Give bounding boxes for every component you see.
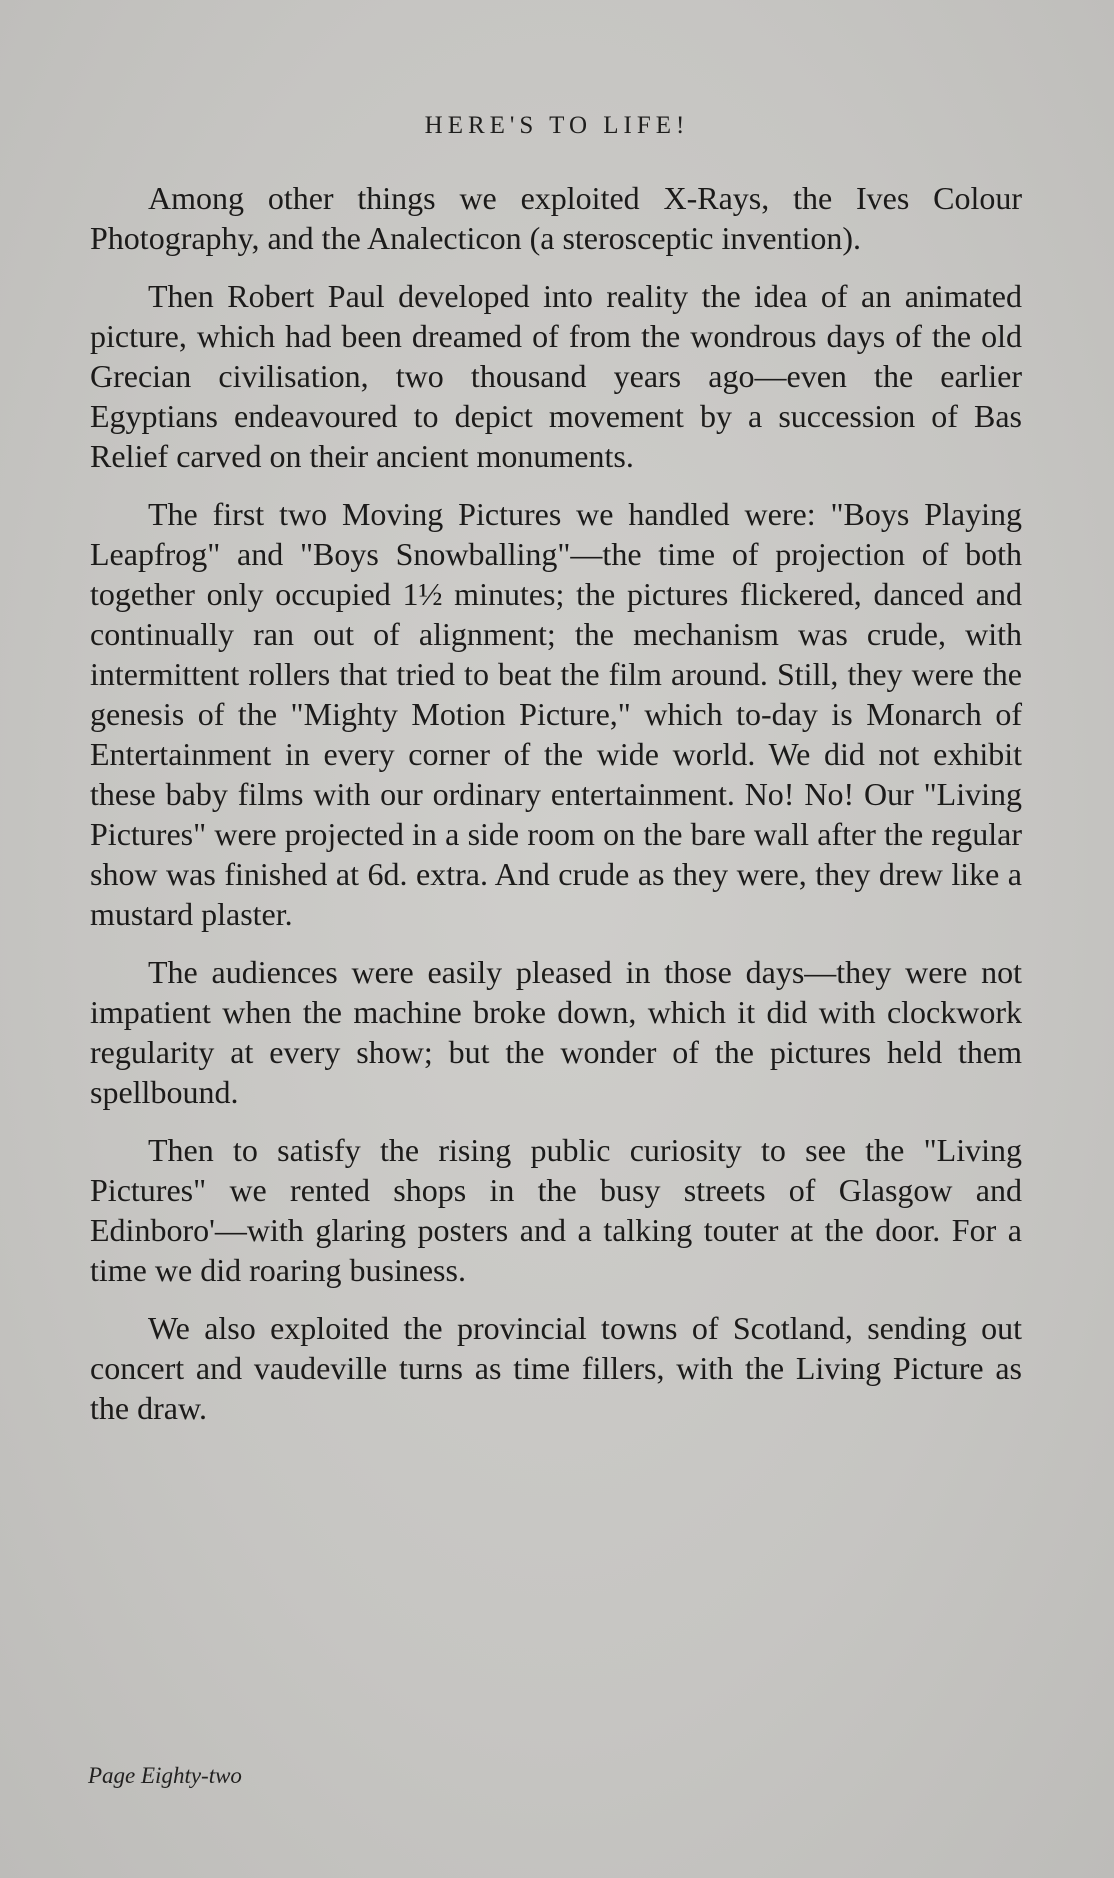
paragraph-1: Among other things we exploited X-Rays, the Ives Colour Photography, and the Analecticon (a sterosceptic invention).: [90, 180, 1022, 256]
paragraph-3: The first two Moving Pictures we handled were: "Boys Playing Leapfrog" and "Boys Snowballing"—the time of projection of both together only occupied 1½ minutes; the pictures flickered, danced and continually ran out of alignment; the mechanism was crude, with intermittent rollers that tried to beat the film around. Still, they were the genesis of the "Mighty Motion Picture," which to-day is Monarch of Entertainment in every corner of the wide world. We did not exhibit these baby films with our ordinary entertainment. No! No! Our "Living Pictures" were projected in a side room on the bare wall after the regular show was finished at 6d. extra. And crude as they were, they drew like a mustard plaster.: [90, 496, 1022, 932]
paragraph-4: The audiences were easily pleased in those days—they were not impatient when the machine broke down, which it did with clockwork regularity at every show; but the wonder of the pictures held them spellbound.: [90, 954, 1022, 1110]
running-head: HERE'S TO LIFE!: [424, 112, 690, 139]
paragraph-2: Then Robert Paul developed into reality the idea of an animated picture, which had been dreamed of from the wondrous days of the old Grecian civilisation, two thousand years ago—even the earlier Egyptians endeavoured to depict movement by a succession of Bas Relief carved on their ancient monuments.: [90, 278, 1022, 474]
body-text: [90, 178, 1022, 1446]
paragraph-5: Then to satisfy the rising public curiosity to see the "Living Pictures" we rented shops in the busy streets of Glasgow and Edinboro'—with glaring posters and a talking touter at the door. For a time we did roaring business.: [90, 1132, 1022, 1288]
paragraph-6: We also exploited the provincial towns of Scotland, sending out concert and vaudeville turns as time fillers, with the Living Picture as the draw.: [90, 1310, 1022, 1426]
page-number-footer: Page Eighty-two: [88, 1763, 242, 1788]
